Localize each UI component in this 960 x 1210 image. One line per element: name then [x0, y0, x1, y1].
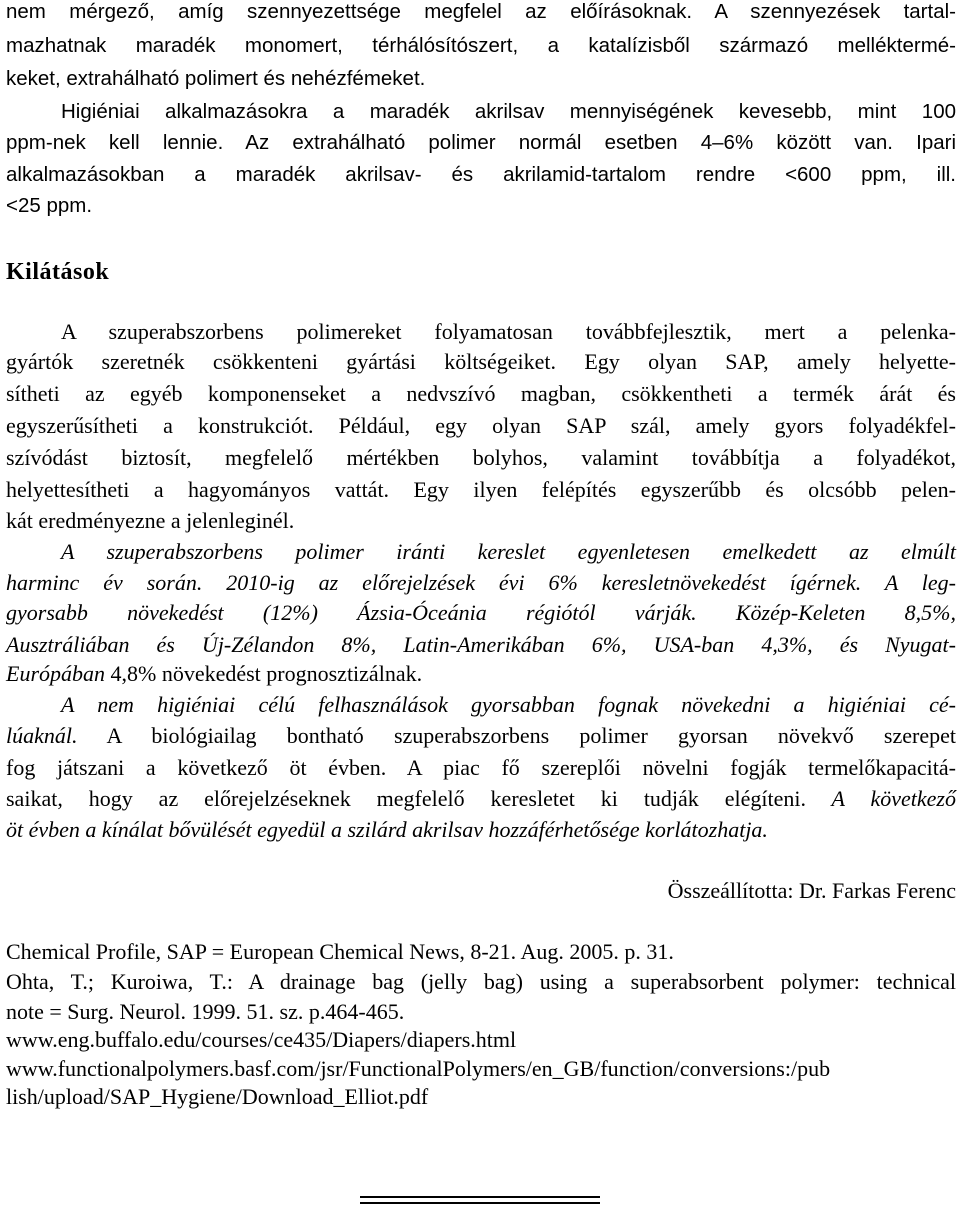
reference-line: Ohta, T.; Kuroiwa, T.: A drainage bag (jelly bag) using a superabsorbent polymer: technical	[6, 969, 956, 994]
intro-line: keket, extrahálható polimert és nehézfémeket.	[6, 67, 426, 90]
italic-text: A szuperabszorbens polimer iránti kereslet egyenletesen emelkedett az elmúlt	[61, 539, 956, 564]
italic-text: öt évben a kínálat bővülését egyedül a szilárd akrilsav hozzáférhetősége korlátozhatja.	[6, 817, 768, 842]
body-line	[6, 815, 956, 845]
italic-text: gyorsabb növekedést (12%) Ázsia-Óceánia régiótól várják. Közép-Keleten 8,5%,	[6, 600, 956, 625]
body-line: kát eredményezne a jelenleginél.	[6, 508, 295, 533]
intro-line: ppm-nek kell lennie. Az extrahálható polimer normál esetben 4–6% között van. Ipari	[6, 131, 956, 154]
intro-line: <25 ppm.	[6, 194, 93, 217]
reference-link[interactable]: www.eng.buffalo.edu/courses/ce435/Diapers/diapers.html	[6, 1027, 517, 1052]
body-line	[6, 690, 956, 720]
reference-line: note = Surg. Neurol. 1999. 51. sz. p.464-465.	[6, 999, 405, 1024]
body-line	[6, 537, 956, 567]
body-text: saikat, hogy az előrejelzéseknek megfelelő keresletet ki tudják elégíteni.	[6, 786, 806, 811]
intro-line: Higiéniai alkalmazásokra a maradék akrilsav mennyiségének kevesebb, mint 100	[61, 100, 956, 123]
body-line: sítheti az egyéb komponenseket a nedvszívó magban, csökkentheti a termék árát és	[6, 381, 956, 406]
italic-text: harminc év során. 2010-ig az előrejelzések évi 6% keresletnövekedést ígérnek. A leg-	[6, 570, 956, 595]
italic-text: A nem higiéniai célú felhasználások gyorsabban fognak növekedni a higiéniai cé-	[61, 692, 956, 717]
intro-line: nem mérgező, amíg szennyezettsége megfelel az előírásoknak. A szennyezések tartal-	[6, 0, 956, 23]
reference-link[interactable]: lish/upload/SAP_Hygiene/Download_Elliot.pdf	[6, 1084, 429, 1109]
intro-line: mazhatnak maradék monomert, térhálósítószert, a katalízisből származó melléktermé-	[6, 34, 956, 57]
body-line: A szuperabszorbens polimereket folyamatosan továbbfejlesztik, mert a pelenka-	[61, 319, 956, 344]
body-line: fog játszani a következő öt évben. A piac fő szereplői növelni fogják termelőkapacitá-	[6, 755, 956, 780]
intro-line: alkalmazásokban a maradék akrilsav- és akrilamid-tartalom rendre <600 ppm, ill.	[6, 163, 956, 186]
body-line: gyártók szeretnék csökkenteni gyártási költségeiket. Egy olyan SAP, amely helyette-	[6, 349, 956, 374]
author-credit: Összeállította: Dr. Farkas Ferenc	[667, 878, 956, 903]
body-text: A biológiailag bontható szuperabszorbens polimer gyorsan növekvő szerepet	[77, 723, 956, 748]
closing-rule-bottom	[360, 1202, 600, 1204]
body-line: szívódást biztosít, megfelelő mértékben bolyhos, valamint továbbítja a folyadékot,	[6, 445, 956, 470]
body-line	[6, 784, 956, 814]
italic-text: Ausztráliában és Új-Zélandon 8%, Latin-Amerikában 6%, USA-ban 4,3%, és Nyugat-	[6, 632, 956, 657]
section-heading: Kilátások	[6, 259, 110, 285]
reference-line: Chemical Profile, SAP = European Chemical News, 8-21. Aug. 2005. p. 31.	[6, 939, 674, 964]
body-text: 4,8% növekedést prognosztizálnak.	[105, 661, 423, 686]
body-line: egyszerűsítheti a konstrukciót. Például, egy olyan SAP szál, amely gyors folyadékfel-	[6, 413, 956, 438]
body-line	[6, 598, 956, 628]
reference-link[interactable]: www.functionalpolymers.basf.com/jsr/FunctionalPolymers/en_GB/function/conversions:/pub	[6, 1056, 831, 1081]
italic-text: A következő	[805, 786, 956, 811]
body-line	[6, 659, 956, 689]
closing-rule-top	[360, 1196, 600, 1198]
body-line	[6, 630, 956, 660]
body-line: helyettesítheti a hagyományos vattát. Egy ilyen felépítés egyszerűbb és olcsóbb pelen-	[6, 477, 956, 502]
body-line	[6, 568, 956, 598]
italic-text: Európában	[6, 661, 105, 686]
italic-text: lúaknál.	[6, 723, 78, 748]
body-line	[6, 721, 956, 751]
